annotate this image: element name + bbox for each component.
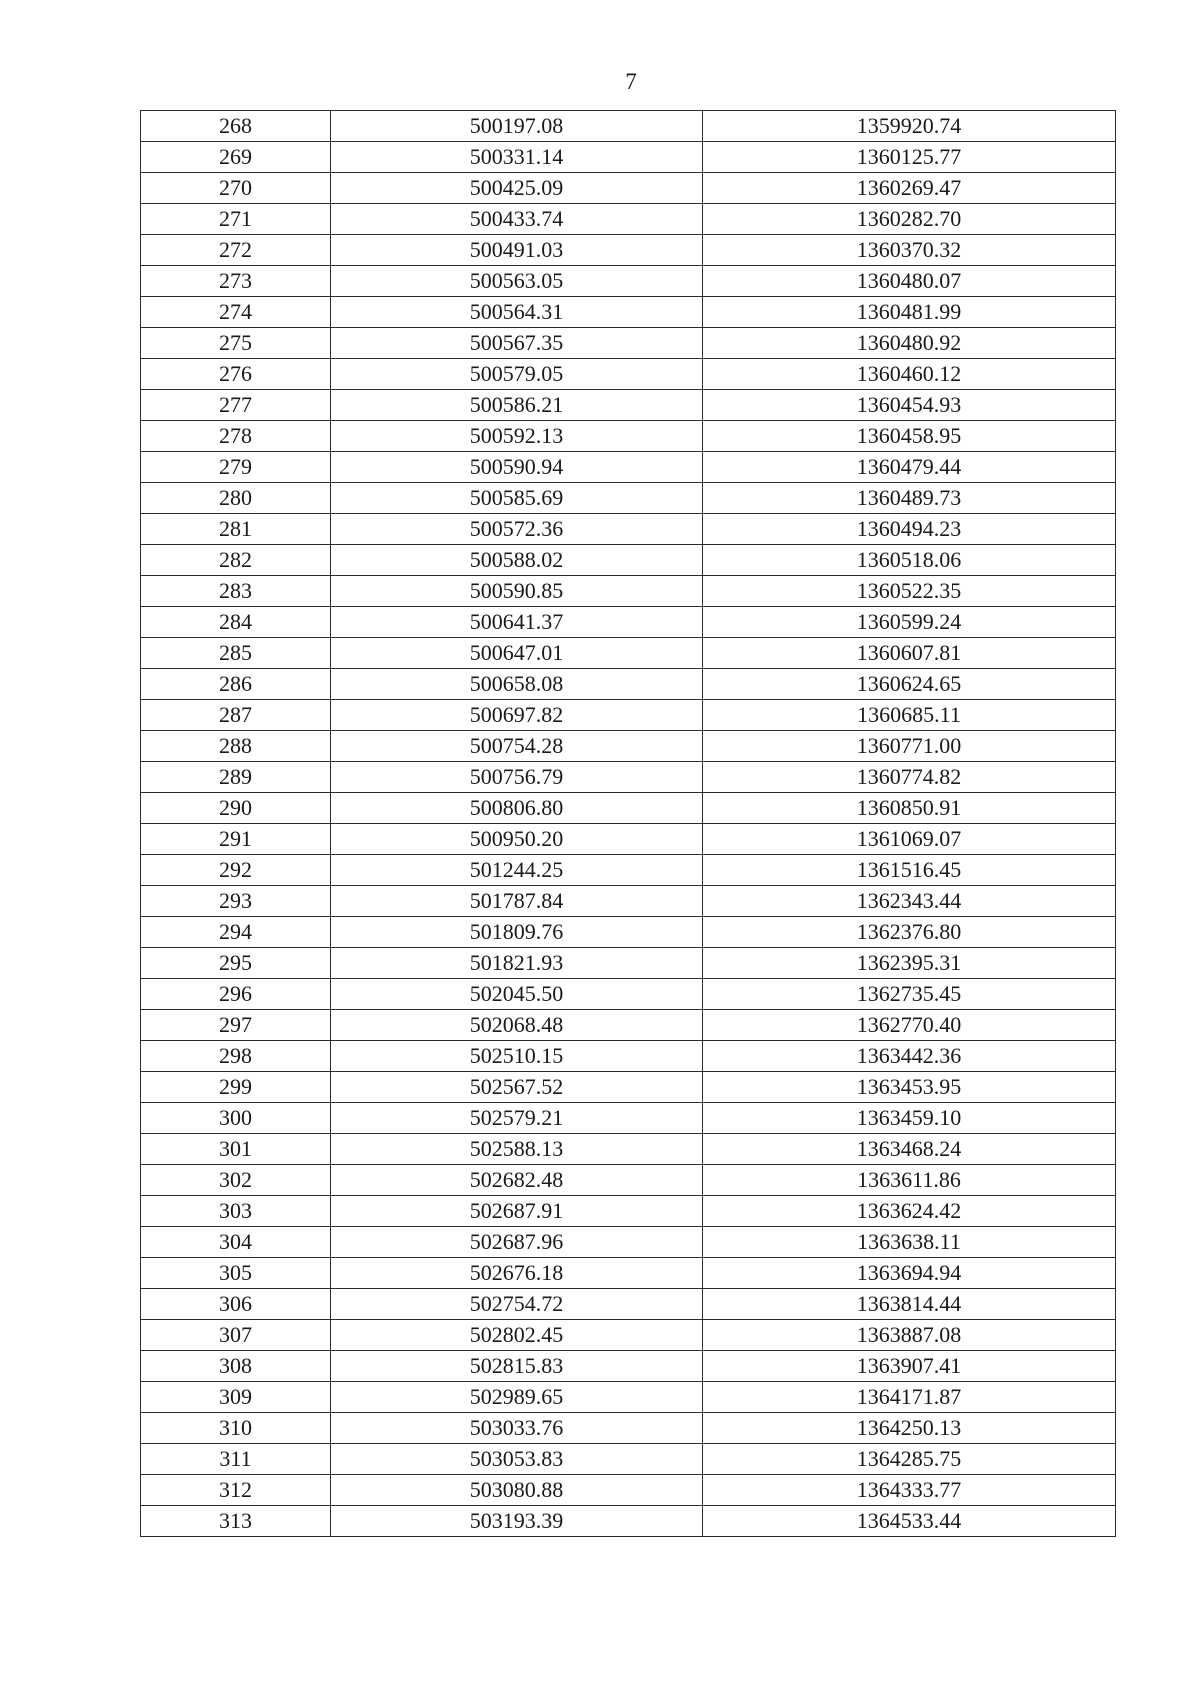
y-coordinate-cell: 1362770.40 bbox=[703, 1010, 1116, 1041]
x-coordinate-cell: 501809.76 bbox=[331, 917, 703, 948]
y-coordinate-cell: 1359920.74 bbox=[703, 111, 1116, 142]
y-coordinate-cell: 1363638.11 bbox=[703, 1227, 1116, 1258]
x-coordinate-cell: 500592.13 bbox=[331, 421, 703, 452]
table-row bbox=[141, 576, 1116, 607]
table-row bbox=[141, 700, 1116, 731]
x-coordinate-cell: 502068.48 bbox=[331, 1010, 703, 1041]
y-coordinate-cell: 1360460.12 bbox=[703, 359, 1116, 390]
point-number-cell: 296 bbox=[141, 979, 331, 1010]
point-number-cell: 279 bbox=[141, 452, 331, 483]
y-coordinate-cell: 1360774.82 bbox=[703, 762, 1116, 793]
table-row bbox=[141, 328, 1116, 359]
table-row bbox=[141, 1506, 1116, 1537]
point-number-cell: 312 bbox=[141, 1475, 331, 1506]
point-number-cell: 305 bbox=[141, 1258, 331, 1289]
x-coordinate-cell: 500579.05 bbox=[331, 359, 703, 390]
x-coordinate-cell: 500572.36 bbox=[331, 514, 703, 545]
point-number-cell: 272 bbox=[141, 235, 331, 266]
x-coordinate-cell: 502682.48 bbox=[331, 1165, 703, 1196]
table-row bbox=[141, 1289, 1116, 1320]
point-number-cell: 287 bbox=[141, 700, 331, 731]
point-number-cell: 293 bbox=[141, 886, 331, 917]
point-number-cell: 286 bbox=[141, 669, 331, 700]
table-row bbox=[141, 886, 1116, 917]
table-row bbox=[141, 1196, 1116, 1227]
y-coordinate-cell: 1360599.24 bbox=[703, 607, 1116, 638]
point-number-cell: 275 bbox=[141, 328, 331, 359]
y-coordinate-cell: 1363814.44 bbox=[703, 1289, 1116, 1320]
table-row bbox=[141, 111, 1116, 142]
y-coordinate-cell: 1364333.77 bbox=[703, 1475, 1116, 1506]
table-row bbox=[141, 669, 1116, 700]
x-coordinate-cell: 500433.74 bbox=[331, 204, 703, 235]
y-coordinate-cell: 1360479.44 bbox=[703, 452, 1116, 483]
y-coordinate-cell: 1362735.45 bbox=[703, 979, 1116, 1010]
point-number-cell: 291 bbox=[141, 824, 331, 855]
y-coordinate-cell: 1363694.94 bbox=[703, 1258, 1116, 1289]
x-coordinate-cell: 502045.50 bbox=[331, 979, 703, 1010]
point-number-cell: 281 bbox=[141, 514, 331, 545]
table-row bbox=[141, 359, 1116, 390]
x-coordinate-cell: 502687.91 bbox=[331, 1196, 703, 1227]
point-number-cell: 304 bbox=[141, 1227, 331, 1258]
table-row bbox=[141, 917, 1116, 948]
x-coordinate-cell: 500586.21 bbox=[331, 390, 703, 421]
x-coordinate-cell: 500756.79 bbox=[331, 762, 703, 793]
x-coordinate-cell: 503053.83 bbox=[331, 1444, 703, 1475]
point-number-cell: 282 bbox=[141, 545, 331, 576]
table-row bbox=[141, 1413, 1116, 1444]
x-coordinate-cell: 500754.28 bbox=[331, 731, 703, 762]
y-coordinate-cell: 1362395.31 bbox=[703, 948, 1116, 979]
x-coordinate-cell: 501821.93 bbox=[331, 948, 703, 979]
table-row bbox=[141, 1382, 1116, 1413]
y-coordinate-cell: 1360494.23 bbox=[703, 514, 1116, 545]
table-row bbox=[141, 1320, 1116, 1351]
x-coordinate-cell: 500331.14 bbox=[331, 142, 703, 173]
table-row bbox=[141, 1351, 1116, 1382]
table-row bbox=[141, 1072, 1116, 1103]
x-coordinate-cell: 502510.15 bbox=[331, 1041, 703, 1072]
table-row bbox=[141, 545, 1116, 576]
table-row bbox=[141, 1258, 1116, 1289]
y-coordinate-cell: 1360518.06 bbox=[703, 545, 1116, 576]
x-coordinate-cell: 500641.37 bbox=[331, 607, 703, 638]
point-number-cell: 292 bbox=[141, 855, 331, 886]
y-coordinate-cell: 1360771.00 bbox=[703, 731, 1116, 762]
x-coordinate-cell: 500425.09 bbox=[331, 173, 703, 204]
x-coordinate-cell: 501244.25 bbox=[331, 855, 703, 886]
table-row bbox=[141, 235, 1116, 266]
point-number-cell: 309 bbox=[141, 1382, 331, 1413]
table-row bbox=[141, 1227, 1116, 1258]
x-coordinate-cell: 500564.31 bbox=[331, 297, 703, 328]
y-coordinate-cell: 1360522.35 bbox=[703, 576, 1116, 607]
y-coordinate-cell: 1363887.08 bbox=[703, 1320, 1116, 1351]
y-coordinate-cell: 1360489.73 bbox=[703, 483, 1116, 514]
y-coordinate-cell: 1360624.65 bbox=[703, 669, 1116, 700]
point-number-cell: 295 bbox=[141, 948, 331, 979]
table-row bbox=[141, 173, 1116, 204]
y-coordinate-cell: 1363442.36 bbox=[703, 1041, 1116, 1072]
point-number-cell: 303 bbox=[141, 1196, 331, 1227]
point-number-cell: 307 bbox=[141, 1320, 331, 1351]
y-coordinate-cell: 1364171.87 bbox=[703, 1382, 1116, 1413]
y-coordinate-cell: 1363453.95 bbox=[703, 1072, 1116, 1103]
y-coordinate-cell: 1360607.81 bbox=[703, 638, 1116, 669]
x-coordinate-cell: 500590.85 bbox=[331, 576, 703, 607]
x-coordinate-cell: 502588.13 bbox=[331, 1134, 703, 1165]
point-number-cell: 280 bbox=[141, 483, 331, 514]
x-coordinate-cell: 500197.08 bbox=[331, 111, 703, 142]
y-coordinate-cell: 1360480.07 bbox=[703, 266, 1116, 297]
point-number-cell: 285 bbox=[141, 638, 331, 669]
x-coordinate-cell: 502754.72 bbox=[331, 1289, 703, 1320]
table-row bbox=[141, 1444, 1116, 1475]
y-coordinate-cell: 1364250.13 bbox=[703, 1413, 1116, 1444]
x-coordinate-cell: 502579.21 bbox=[331, 1103, 703, 1134]
x-coordinate-cell: 500563.05 bbox=[331, 266, 703, 297]
y-coordinate-cell: 1363468.24 bbox=[703, 1134, 1116, 1165]
point-number-cell: 269 bbox=[141, 142, 331, 173]
x-coordinate-cell: 500697.82 bbox=[331, 700, 703, 731]
coordinates-table bbox=[140, 110, 1116, 1537]
table-row bbox=[141, 390, 1116, 421]
point-number-cell: 270 bbox=[141, 173, 331, 204]
x-coordinate-cell: 500647.01 bbox=[331, 638, 703, 669]
point-number-cell: 288 bbox=[141, 731, 331, 762]
x-coordinate-cell: 503033.76 bbox=[331, 1413, 703, 1444]
coordinates-table-body bbox=[141, 111, 1116, 1537]
table-row bbox=[141, 762, 1116, 793]
y-coordinate-cell: 1360125.77 bbox=[703, 142, 1116, 173]
table-row bbox=[141, 1010, 1116, 1041]
point-number-cell: 311 bbox=[141, 1444, 331, 1475]
table-row bbox=[141, 793, 1116, 824]
x-coordinate-cell: 500588.02 bbox=[331, 545, 703, 576]
y-coordinate-cell: 1360282.70 bbox=[703, 204, 1116, 235]
point-number-cell: 283 bbox=[141, 576, 331, 607]
table-row bbox=[141, 1475, 1116, 1506]
y-coordinate-cell: 1361069.07 bbox=[703, 824, 1116, 855]
y-coordinate-cell: 1364285.75 bbox=[703, 1444, 1116, 1475]
table-row bbox=[141, 1103, 1116, 1134]
y-coordinate-cell: 1360370.32 bbox=[703, 235, 1116, 266]
point-number-cell: 297 bbox=[141, 1010, 331, 1041]
x-coordinate-cell: 501787.84 bbox=[331, 886, 703, 917]
y-coordinate-cell: 1360458.95 bbox=[703, 421, 1116, 452]
x-coordinate-cell: 500658.08 bbox=[331, 669, 703, 700]
point-number-cell: 289 bbox=[141, 762, 331, 793]
point-number-cell: 273 bbox=[141, 266, 331, 297]
table-row bbox=[141, 731, 1116, 762]
y-coordinate-cell: 1363624.42 bbox=[703, 1196, 1116, 1227]
y-coordinate-cell: 1362376.80 bbox=[703, 917, 1116, 948]
y-coordinate-cell: 1362343.44 bbox=[703, 886, 1116, 917]
table-row bbox=[141, 297, 1116, 328]
y-coordinate-cell: 1360269.47 bbox=[703, 173, 1116, 204]
x-coordinate-cell: 502687.96 bbox=[331, 1227, 703, 1258]
y-coordinate-cell: 1363611.86 bbox=[703, 1165, 1116, 1196]
point-number-cell: 300 bbox=[141, 1103, 331, 1134]
x-coordinate-cell: 503080.88 bbox=[331, 1475, 703, 1506]
table-row bbox=[141, 948, 1116, 979]
x-coordinate-cell: 500590.94 bbox=[331, 452, 703, 483]
point-number-cell: 301 bbox=[141, 1134, 331, 1165]
x-coordinate-cell: 502676.18 bbox=[331, 1258, 703, 1289]
table-row bbox=[141, 1134, 1116, 1165]
table-row bbox=[141, 824, 1116, 855]
point-number-cell: 308 bbox=[141, 1351, 331, 1382]
x-coordinate-cell: 502567.52 bbox=[331, 1072, 703, 1103]
x-coordinate-cell: 502802.45 bbox=[331, 1320, 703, 1351]
table-row bbox=[141, 204, 1116, 235]
point-number-cell: 276 bbox=[141, 359, 331, 390]
point-number-cell: 299 bbox=[141, 1072, 331, 1103]
point-number-cell: 310 bbox=[141, 1413, 331, 1444]
y-coordinate-cell: 1360454.93 bbox=[703, 390, 1116, 421]
y-coordinate-cell: 1360481.99 bbox=[703, 297, 1116, 328]
point-number-cell: 271 bbox=[141, 204, 331, 235]
point-number-cell: 306 bbox=[141, 1289, 331, 1320]
y-coordinate-cell: 1363907.41 bbox=[703, 1351, 1116, 1382]
point-number-cell: 294 bbox=[141, 917, 331, 948]
table-row bbox=[141, 483, 1116, 514]
table-row bbox=[141, 142, 1116, 173]
page-number: 7 bbox=[625, 69, 637, 94]
table-row bbox=[141, 421, 1116, 452]
table-row bbox=[141, 1165, 1116, 1196]
point-number-cell: 268 bbox=[141, 111, 331, 142]
point-number-cell: 302 bbox=[141, 1165, 331, 1196]
y-coordinate-cell: 1361516.45 bbox=[703, 855, 1116, 886]
x-coordinate-cell: 500585.69 bbox=[331, 483, 703, 514]
y-coordinate-cell: 1360480.92 bbox=[703, 328, 1116, 359]
x-coordinate-cell: 502815.83 bbox=[331, 1351, 703, 1382]
point-number-cell: 284 bbox=[141, 607, 331, 638]
point-number-cell: 277 bbox=[141, 390, 331, 421]
y-coordinate-cell: 1364533.44 bbox=[703, 1506, 1116, 1537]
y-coordinate-cell: 1360850.91 bbox=[703, 793, 1116, 824]
x-coordinate-cell: 503193.39 bbox=[331, 1506, 703, 1537]
table-row bbox=[141, 1041, 1116, 1072]
x-coordinate-cell: 502989.65 bbox=[331, 1382, 703, 1413]
table-row bbox=[141, 607, 1116, 638]
table-row bbox=[141, 452, 1116, 483]
point-number-cell: 313 bbox=[141, 1506, 331, 1537]
x-coordinate-cell: 500567.35 bbox=[331, 328, 703, 359]
y-coordinate-cell: 1363459.10 bbox=[703, 1103, 1116, 1134]
point-number-cell: 278 bbox=[141, 421, 331, 452]
x-coordinate-cell: 500950.20 bbox=[331, 824, 703, 855]
x-coordinate-cell: 500491.03 bbox=[331, 235, 703, 266]
point-number-cell: 298 bbox=[141, 1041, 331, 1072]
point-number-cell: 290 bbox=[141, 793, 331, 824]
y-coordinate-cell: 1360685.11 bbox=[703, 700, 1116, 731]
point-number-cell: 274 bbox=[141, 297, 331, 328]
table-row bbox=[141, 638, 1116, 669]
x-coordinate-cell: 500806.80 bbox=[331, 793, 703, 824]
table-row bbox=[141, 514, 1116, 545]
table-row bbox=[141, 979, 1116, 1010]
table-row bbox=[141, 855, 1116, 886]
table-row bbox=[141, 266, 1116, 297]
